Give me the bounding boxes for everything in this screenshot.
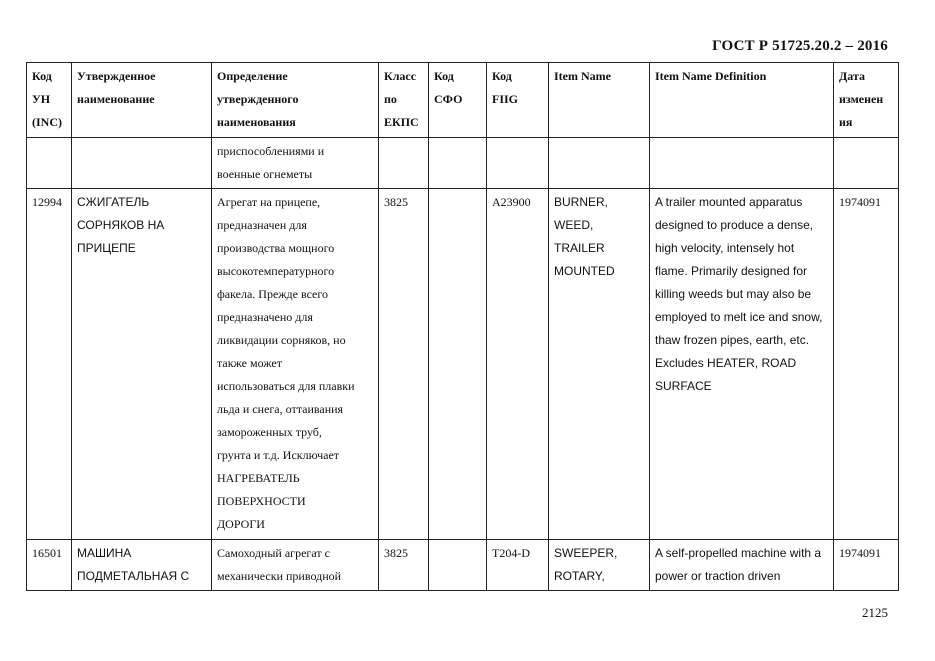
col-header-item-name-definition: Item Name Definition xyxy=(650,63,834,138)
cell-date: 1974091 xyxy=(834,189,899,540)
cell-inc: 16501 xyxy=(27,540,72,591)
page-number: 2125 xyxy=(862,605,888,620)
cell-class: 3825 xyxy=(379,540,429,591)
cell-definition-ru: Самоходный агрегат с механически приводной xyxy=(212,540,379,591)
cell-fiig: A23900 xyxy=(487,189,549,540)
cell-sfo xyxy=(429,138,487,189)
cell-date: 1974091 xyxy=(834,540,899,591)
cell-item-name: BURNER, WEED, TRAILER MOUNTED xyxy=(549,189,650,540)
table-row xyxy=(27,540,899,591)
col-header-item-name: Item Name xyxy=(549,63,650,138)
cell-inc xyxy=(27,138,72,189)
cell-inc: 12994 xyxy=(27,189,72,540)
cell-name-ru: МАШИНА ПОДМЕТАЛЬНАЯ С xyxy=(72,540,212,591)
cell-date xyxy=(834,138,899,189)
cell-name-ru: СЖИГАТЕЛЬ СОРНЯКОВ НА ПРИЦЕПЕ xyxy=(72,189,212,540)
cell-name-ru xyxy=(72,138,212,189)
cell-item-name xyxy=(549,138,650,189)
cell-item-definition xyxy=(650,138,834,189)
table-row xyxy=(27,189,899,540)
table-header-row xyxy=(27,63,899,138)
cell-item-definition: A trailer mounted apparatus designed to produce a dense, high velocity, intensely hot flame. Primarily designed for killing weeds but may also be employed to melt ice and snow, thaw frozen pipes, earth, etc. Excludes HEATER, ROAD SURFACE xyxy=(650,189,834,540)
cell-definition-ru: Агрегат на прицепе, предназначен для производства мощного высокотемпературного факела. Прежде всего предназначено для ликвидации сорняков, но также может использоваться для плавки льда и снега, оттаивания замороженных труб, грунта и т.д. Исключает НАГРЕВАТЕЛЬ ПОВЕРХНОСТИ ДОРОГИ xyxy=(212,189,379,540)
cell-fiig xyxy=(487,138,549,189)
cell-class: 3825 xyxy=(379,189,429,540)
document-standard-header: ГОСТ Р 51725.20.2 – 2016 xyxy=(712,38,888,54)
cell-item-definition: A self-propelled machine with a power or traction driven xyxy=(650,540,834,591)
col-header-fiig: Код FIIG xyxy=(487,63,549,138)
col-header-approved-name: Утвержденное наименование xyxy=(72,63,212,138)
col-header-sfo: Код СФО xyxy=(429,63,487,138)
cell-sfo xyxy=(429,540,487,591)
cell-sfo xyxy=(429,189,487,540)
cell-fiig: T204-D xyxy=(487,540,549,591)
catalog-table xyxy=(26,62,899,591)
col-header-definition: Определение утвержденного наименования xyxy=(212,63,379,138)
table-row-continuation xyxy=(27,138,899,189)
col-header-class: Класс по ЕКПС xyxy=(379,63,429,138)
col-header-change-date: Дата изменен ия xyxy=(834,63,899,138)
cell-item-name: SWEEPER, ROTARY, xyxy=(549,540,650,591)
col-header-inc: Код УН (INC) xyxy=(27,63,72,138)
cell-class xyxy=(379,138,429,189)
cell-definition-ru: приспособлениями и военные огнеметы xyxy=(212,138,379,189)
